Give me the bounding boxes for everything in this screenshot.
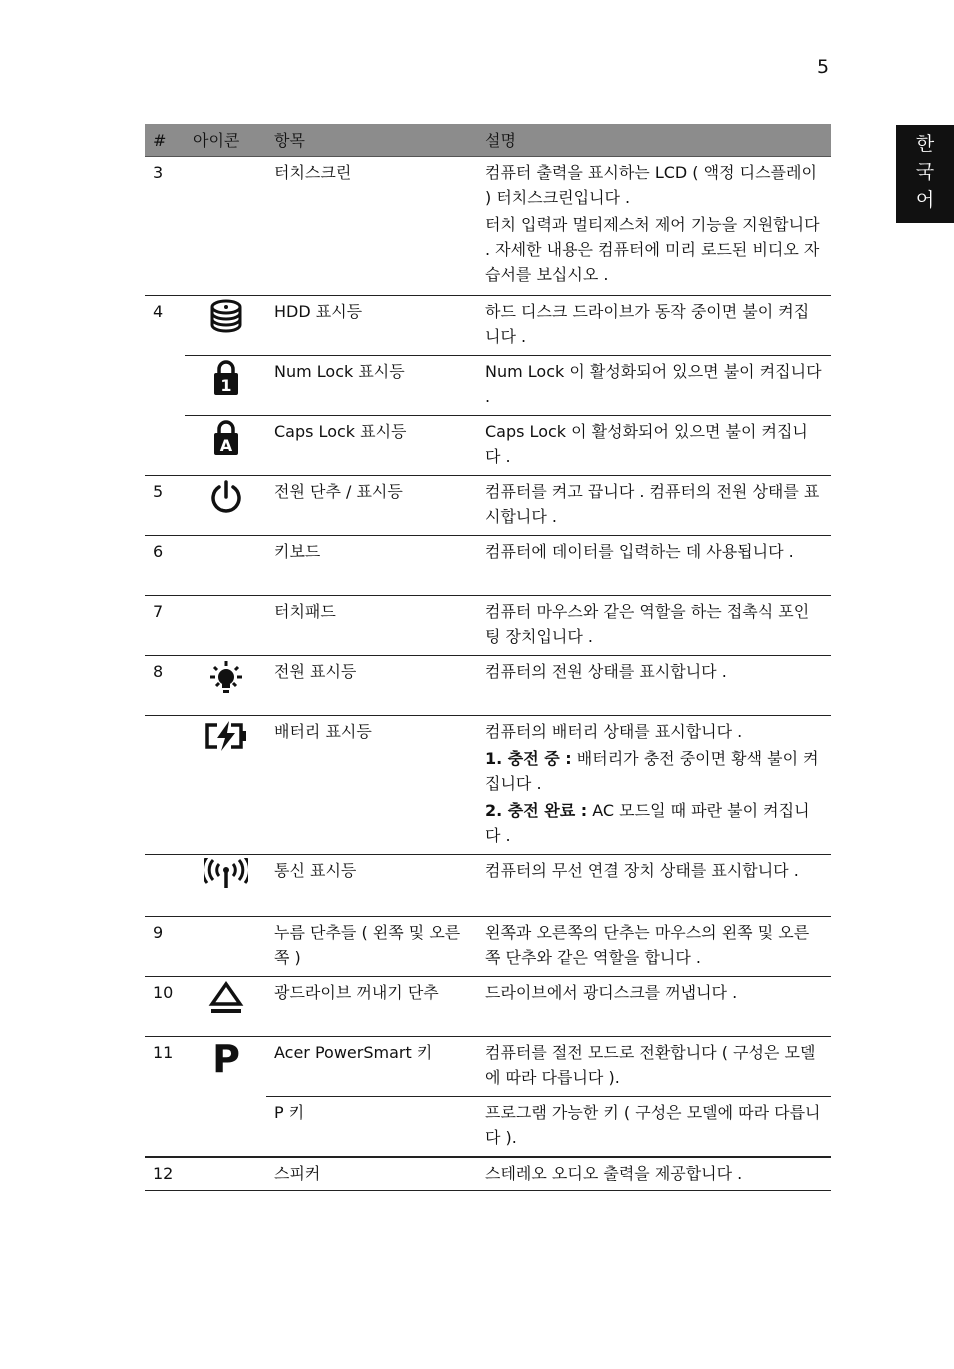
row-item: P 키 bbox=[274, 1103, 305, 1122]
row-desc: Num Lock 이 활성화되어 있으면 불이 켜집니다 . bbox=[485, 362, 822, 406]
table-row bbox=[145, 356, 831, 416]
row-num: 9 bbox=[145, 917, 185, 977]
row-desc: 드라이브에서 광디스크를 꺼냅니다 . bbox=[485, 983, 738, 1002]
svg-text:A: A bbox=[219, 436, 232, 455]
row-num bbox=[145, 1097, 185, 1157]
row-item: HDD 표시등 bbox=[266, 296, 477, 356]
row-num: 4 bbox=[153, 302, 164, 321]
page-number: 5 bbox=[817, 56, 830, 78]
header-icon: 아이콘 bbox=[185, 124, 266, 157]
language-tab-char: 국 bbox=[915, 161, 935, 183]
row-num: 12 bbox=[145, 1157, 185, 1191]
table-row bbox=[145, 416, 831, 476]
hdd-icon bbox=[209, 299, 243, 335]
row-desc: 스테레오 오디오 출력을 제공합니다 . bbox=[485, 1163, 743, 1183]
row-num: 8 bbox=[145, 656, 185, 716]
battery-step bbox=[485, 746, 823, 796]
row-desc: 컴퓨터의 전원 상태를 표시합니다 . bbox=[485, 662, 727, 681]
table-row bbox=[145, 1037, 831, 1097]
num-lock-icon bbox=[211, 359, 241, 397]
table-row bbox=[145, 596, 831, 656]
row-num: 11 bbox=[153, 1043, 174, 1062]
row-num: 10 bbox=[145, 977, 185, 1037]
row-num: 6 bbox=[145, 536, 185, 596]
table-header-row bbox=[145, 124, 831, 157]
svg-text:1: 1 bbox=[219, 376, 232, 395]
table-row bbox=[145, 296, 831, 356]
powersmart-p-icon bbox=[211, 1039, 241, 1075]
step-label: 1. 충전 중 : bbox=[485, 749, 572, 768]
row-desc: 프로그램 가능한 키 ( 구성은 모델에 따라 다릅니다 ). bbox=[485, 1103, 821, 1147]
caps-lock-icon bbox=[211, 419, 241, 457]
row-num bbox=[145, 855, 185, 917]
row-num: 7 bbox=[145, 596, 185, 656]
row-num: 3 bbox=[145, 157, 185, 296]
language-tab-char: 어 bbox=[915, 189, 935, 211]
row-item: Caps Lock 표시등 bbox=[266, 416, 477, 476]
step-text: AC 모드일 때 파란 불이 켜집니다 . bbox=[485, 801, 810, 845]
row-item: 키보드 bbox=[266, 536, 477, 596]
header-item: 항목 bbox=[266, 124, 477, 157]
row-desc: 하드 디스크 드라이브가 동작 중이면 불이 켜집니다 . bbox=[485, 302, 810, 346]
row-num bbox=[145, 716, 185, 855]
power-indicator-icon bbox=[208, 659, 244, 697]
row-desc: 컴퓨터 출력을 표시하는 LCD ( 액정 디스플레이 ) 터치스크린입니다 . bbox=[485, 163, 817, 207]
row-item: 터치스크린 bbox=[266, 157, 477, 296]
row-item: 배터리 표시등 bbox=[266, 716, 477, 855]
table-row bbox=[145, 977, 831, 1037]
table-row bbox=[145, 1157, 831, 1191]
row-item: 전원 표시등 bbox=[266, 656, 477, 716]
component-table bbox=[145, 124, 831, 1191]
row-item: Num Lock 표시등 bbox=[266, 356, 477, 416]
wireless-icon bbox=[204, 858, 248, 890]
row-item: Acer PowerSmart 키 bbox=[266, 1037, 477, 1097]
row-num bbox=[145, 356, 185, 416]
row-desc: 컴퓨터의 무선 연결 장치 상태를 표시합니다 . bbox=[485, 861, 799, 880]
row-desc: 컴퓨터에 데이터를 입력하는 데 사용됩니다 . bbox=[485, 542, 794, 561]
eject-icon bbox=[208, 980, 244, 1016]
svg-text:P: P bbox=[211, 1039, 240, 1075]
table-row bbox=[145, 476, 831, 536]
language-tab-char: 한 bbox=[915, 133, 935, 155]
step-label: 2. 충전 완료 : bbox=[485, 801, 588, 820]
row-item: 터치패드 bbox=[266, 596, 477, 656]
table-row bbox=[145, 157, 831, 296]
row-desc: 컴퓨터를 절전 모드로 전환합니다 ( 구성은 모델에 따라 다릅니다 ). bbox=[485, 1043, 816, 1087]
row-desc: 컴퓨터를 켜고 끕니다 . 컴퓨터의 전원 상태를 표시합니다 . bbox=[485, 482, 820, 526]
header-desc: 설명 bbox=[477, 124, 831, 157]
table-row bbox=[145, 1097, 831, 1157]
battery-icon bbox=[203, 719, 249, 753]
table-row bbox=[145, 917, 831, 977]
row-item: 광드라이브 꺼내기 단추 bbox=[266, 977, 477, 1037]
row-desc: 터치 입력과 멀티제스처 제어 기능을 지원합니다 . 자세한 내용은 컴퓨터에 미리 로드된 비디오 자습서를 보십시오 . bbox=[485, 215, 820, 284]
row-num: 5 bbox=[145, 476, 185, 536]
table-row bbox=[145, 716, 831, 855]
row-item: 스피커 bbox=[266, 1157, 477, 1191]
header-num: # bbox=[145, 124, 185, 157]
row-num bbox=[145, 416, 185, 476]
row-desc: 컴퓨터 마우스와 같은 역할을 하는 접촉식 포인팅 장치입니다 . bbox=[485, 602, 810, 646]
row-desc: 컴퓨터의 배터리 상태를 표시합니다 . bbox=[485, 722, 743, 741]
power-icon bbox=[208, 479, 244, 515]
row-item: 통신 표시등 bbox=[266, 855, 477, 917]
step-text: 배터리가 충전 중이면 황색 불이 켜집니다 . bbox=[485, 749, 819, 793]
table-row bbox=[145, 536, 831, 596]
language-tab bbox=[896, 125, 954, 223]
row-desc: 왼쪽과 오른쪽의 단추는 마우스의 왼쪽 및 오른쪽 단추와 같은 역할을 합니다 . bbox=[485, 923, 810, 967]
row-item: 누름 단추들 ( 왼쪽 및 오른쪽 ) bbox=[266, 917, 477, 977]
table-row bbox=[145, 656, 831, 716]
row-item: 전원 단추 / 표시등 bbox=[266, 476, 477, 536]
battery-step bbox=[485, 798, 823, 848]
table-row bbox=[145, 855, 831, 917]
row-desc: Caps Lock 이 활성화되어 있으면 불이 켜집니다 . bbox=[485, 422, 808, 466]
